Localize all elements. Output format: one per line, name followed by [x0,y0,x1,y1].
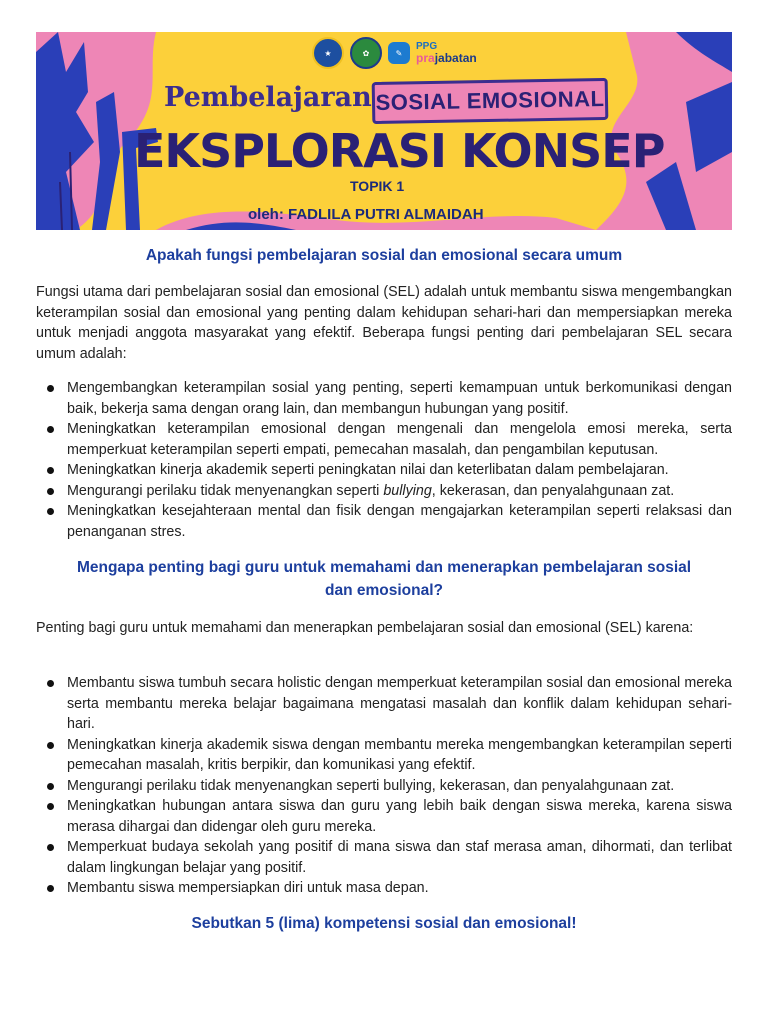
ppg-wordmark [416,42,477,64]
list-item: Membantu siswa tumbuh secara holistic dengan memperkuat keterampilan sosial dan emosional mereka serta membantu mereka belajar bagaimana mengatasi masalah dan konflik dalam kehidupan sehari-hari. [36,673,732,735]
header-banner [36,32,732,230]
ppg-logo-icon: ✎ [388,42,410,64]
banner-title-script: Pembelajaran [164,82,372,113]
list-item: Meningkatkan kesejahteraan mental dan fisik dengan mengajarkan keterampilan seperti relaksasi dan penanganan stres. [36,501,732,542]
section1-paragraph: Fungsi utama dari pembelajaran sosial dan emosional (SEL) adalah untuk membantu siswa mengembangkan keterampilan sosial dan emosional yang penting dalam kehidupan sehari-hari dan mempersiapkan mereka untuk menjadi anggota masyarakat yang efektif. Beberapa fungsi penting dari pembelajaran SEL secara umum adalah: [36,284,732,362]
prajabatan-label-b: jabatan [434,51,477,65]
list-item-italic: bullying [383,482,432,499]
section2-heading-line2: dan emosional? [325,582,443,599]
list-item: Meningkatkan keterampilan emosional dengan mengenali dan mengelola emosi mereka, serta memperkuat keterampilan seperti empati, pemecahan masalah, dan pengambilan keputusan. [36,419,732,460]
section1-heading: Apakah fungsi pembelajaran sosial dan emosional secara umum [145,247,623,264]
list-item-text: Mengurangi perilaku tidak menyenangkan seperti [67,482,384,499]
banner-topic: TOPIK 1 [350,178,405,194]
university-seal-icon: ✿ [350,37,382,69]
banner-title-box-text: SOSIAL EMOSIONAL [375,86,605,115]
logo-group [312,36,477,70]
section2-heading-line1: Mengapa penting bagi guru untuk memahami dan menerapkan pembelajaran sosial [76,559,692,576]
section3-heading: Sebutkan 5 (lima) kompetensi sosial dan emosional! [191,915,577,932]
kemdikbud-logo-icon: ★ [312,37,344,69]
prajabatan-label-a: pra [416,51,435,65]
list-item: Mengembangkan keterampilan sosial yang penting, seperti kemampuan untuk berkomunikasi dengan baik, bekerja sama dengan orang lain, dan membangun hubungan yang positif. [36,378,732,419]
section2-paragraph: Penting bagi guru untuk memahami dan menerapkan pembelajaran sosial dan emosional (SEL) karena: [36,620,694,636]
section2-bullet-list [36,673,732,899]
banner-title-box [372,78,609,124]
list-item-text: , kekerasan, dan penyalahgunaan zat. [431,482,675,499]
list-item [36,481,732,502]
list-item: Membantu siswa mempersiapkan diri untuk masa depan. [36,878,732,899]
list-item: Meningkatkan hubungan antara siswa dan guru yang lebih baik dengan siswa mereka, karena siswa merasa dihargai dan didengar oleh guru mereka. [36,796,732,837]
list-item: Memperkuat budaya sekolah yang positif di mana siswa dan staf merasa aman, dihormati, dan terlibat dalam lingkungan belajar yang positif. [36,837,732,878]
list-item: Meningkatkan kinerja akademik siswa dengan membantu mereka mengembangkan keterampilan seperti pemecahan masalah, kritis berpikir, dan komunikasi yang efektif. [36,735,732,776]
banner-main-title: EKSPLORASI KONSEP [134,124,665,178]
list-item: Mengurangi perilaku tidak menyenangkan seperti bullying, kekerasan, dan penyalahgunaan zat. [36,776,732,797]
section2-heading [36,556,732,602]
ppg-label: PPG [416,41,438,52]
section1-bullet-list [36,378,732,542]
list-item: Meningkatkan kinerja akademik seperti peningkatan nilai dan keterlibatan dalam pembelajaran. [36,460,732,481]
prajabatan-label [416,52,477,64]
banner-author: oleh: FADLILA PUTRI ALMAIDAH [248,206,484,223]
